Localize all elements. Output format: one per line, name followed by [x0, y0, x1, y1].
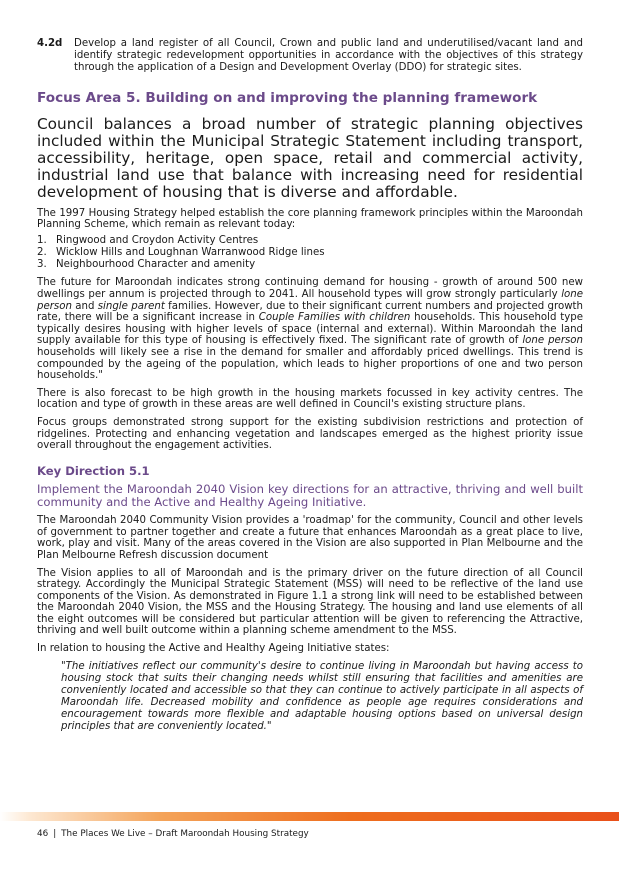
vision-paragraph: The Maroondah 2040 Community Vision provides a 'roadmap' for the community, Council and other levels of government to partner together and create a future that enhances Maroondah as a great place to live, work, play and visit. Many of the areas covered in the Vision are also supported in Plan Melbourne and the Plan Melbourne Refresh discussion document — [37, 515, 583, 561]
list-item: 1. Ringwood and Croydon Activity Centres — [37, 234, 259, 246]
focus-area-lead: Council balances a broad number of strategic planning objectives included within the Municipal Strategic Statement including transport, accessibility, heritage, open space, retail and commercial activity, industrial land use that balance with increasing need for residential development of housing that is diverse and affordable. — [37, 114, 583, 202]
principles-list — [37, 235, 583, 272]
page-content — [37, 38, 583, 733]
focus-groups-paragraph: Focus groups demonstrated strong support for the existing subdivision restrictions and protection of ridgelines. Protecting and enhancing vegetation and landscapes emerged as the highest priority issue overall throughout the engagement activities. — [37, 416, 583, 452]
action-item-text: Develop a land register of all Council, Crown and public land and underutilised/vacant land and identify strategic redevelopment opportunities in accordance with the objectives of this strategy through the application of a Design and Development Overlay (DDO) for strategic sites. — [74, 38, 583, 74]
list-item: 2. Wicklow Hills and Loughnan Warranwood Ridge lines — [37, 247, 325, 259]
page-footer — [37, 829, 309, 840]
future-demand-paragraph: The future for Maroondah indicates strong continuing demand for housing - growth of around 500 new dwellings per annum is projected through to 2041. All household types will grow strongly particularly lone person and single parent families. However, due to their significant current numbers and projected growth rate, there will be a significant increase in Couple Families with children households. This household type typically desires housing with higher levels of space (internal and external). Within Maroondah the land supply available for this type of housing is effectively fixed. The significant rate of growth of lone person households will likely see a rise in the demand for smaller and affordably priced dwellings. This trend is compounded by the ageing of the population, which leads to higher proportions of one and two person households." — [37, 277, 584, 382]
footer-separator: | — [53, 829, 57, 839]
forecast-paragraph: There is also forecast to be high growth in the housing markets focussed in key activity centres. The location and type of growth in these areas are well defined in Council's existing structure plans. — [37, 387, 583, 411]
focus-area-heading: Focus Area 5. Building on and improving the planning framework — [37, 89, 538, 106]
ageing-initiative-intro: In relation to housing the Active and Healthy Ageing Initiative states: — [37, 643, 390, 655]
page-number: 46 — [37, 829, 49, 839]
footer-rule — [0, 812, 619, 821]
document-title: The Places We Live – Draft Maroondah Housing Strategy — [61, 829, 309, 839]
list-item: 3. Neighbourhood Character and amenity — [37, 259, 256, 271]
action-item-number: 4.2d — [37, 38, 63, 49]
action-item-4-2d — [37, 38, 583, 75]
key-direction-subheading: Implement the Maroondah 2040 Vision key directions for an attractive, thriving and well built community and the Active and Healthy Ageing Initiative. — [37, 481, 583, 509]
ageing-initiative-quote: "The initiatives reflect our community's desire to continue living in Maroondah but having access to housing stock that suits their changing needs whilst still ensuring that facilities and amenities are conveniently located and accessible so that they can continue to actively participate in all aspects of Maroondah life. Decreased mobility and confidence as people age requires considerations and encouragement towards more flexible and adaptable housing options based on universal design principles that are conveniently located." — [61, 660, 583, 733]
housing-strategy-intro: The 1997 Housing Strategy helped establish the core planning framework principles within the Maroondah Planning Scheme, which remain as relevant today: — [37, 207, 583, 231]
key-direction-heading: Key Direction 5.1 — [37, 463, 150, 478]
vision-applies-paragraph: The Vision applies to all of Maroondah and is the primary driver on the future direction of all Council strategy. Accordingly the Municipal Strategic Statement (MSS) will need to be reflective of the land use components of the Vision. As demonstrated in Figure 1.1 a strong link will need to be established between the Maroondah 2040 Vision, the MSS and the Housing Strategy. The housing and land use elements of all the eight outcomes will be considered but particular attention will be given to referencing the Attractive, thriving and well built outcome within a planning scheme amendment to the MSS. — [37, 567, 583, 637]
